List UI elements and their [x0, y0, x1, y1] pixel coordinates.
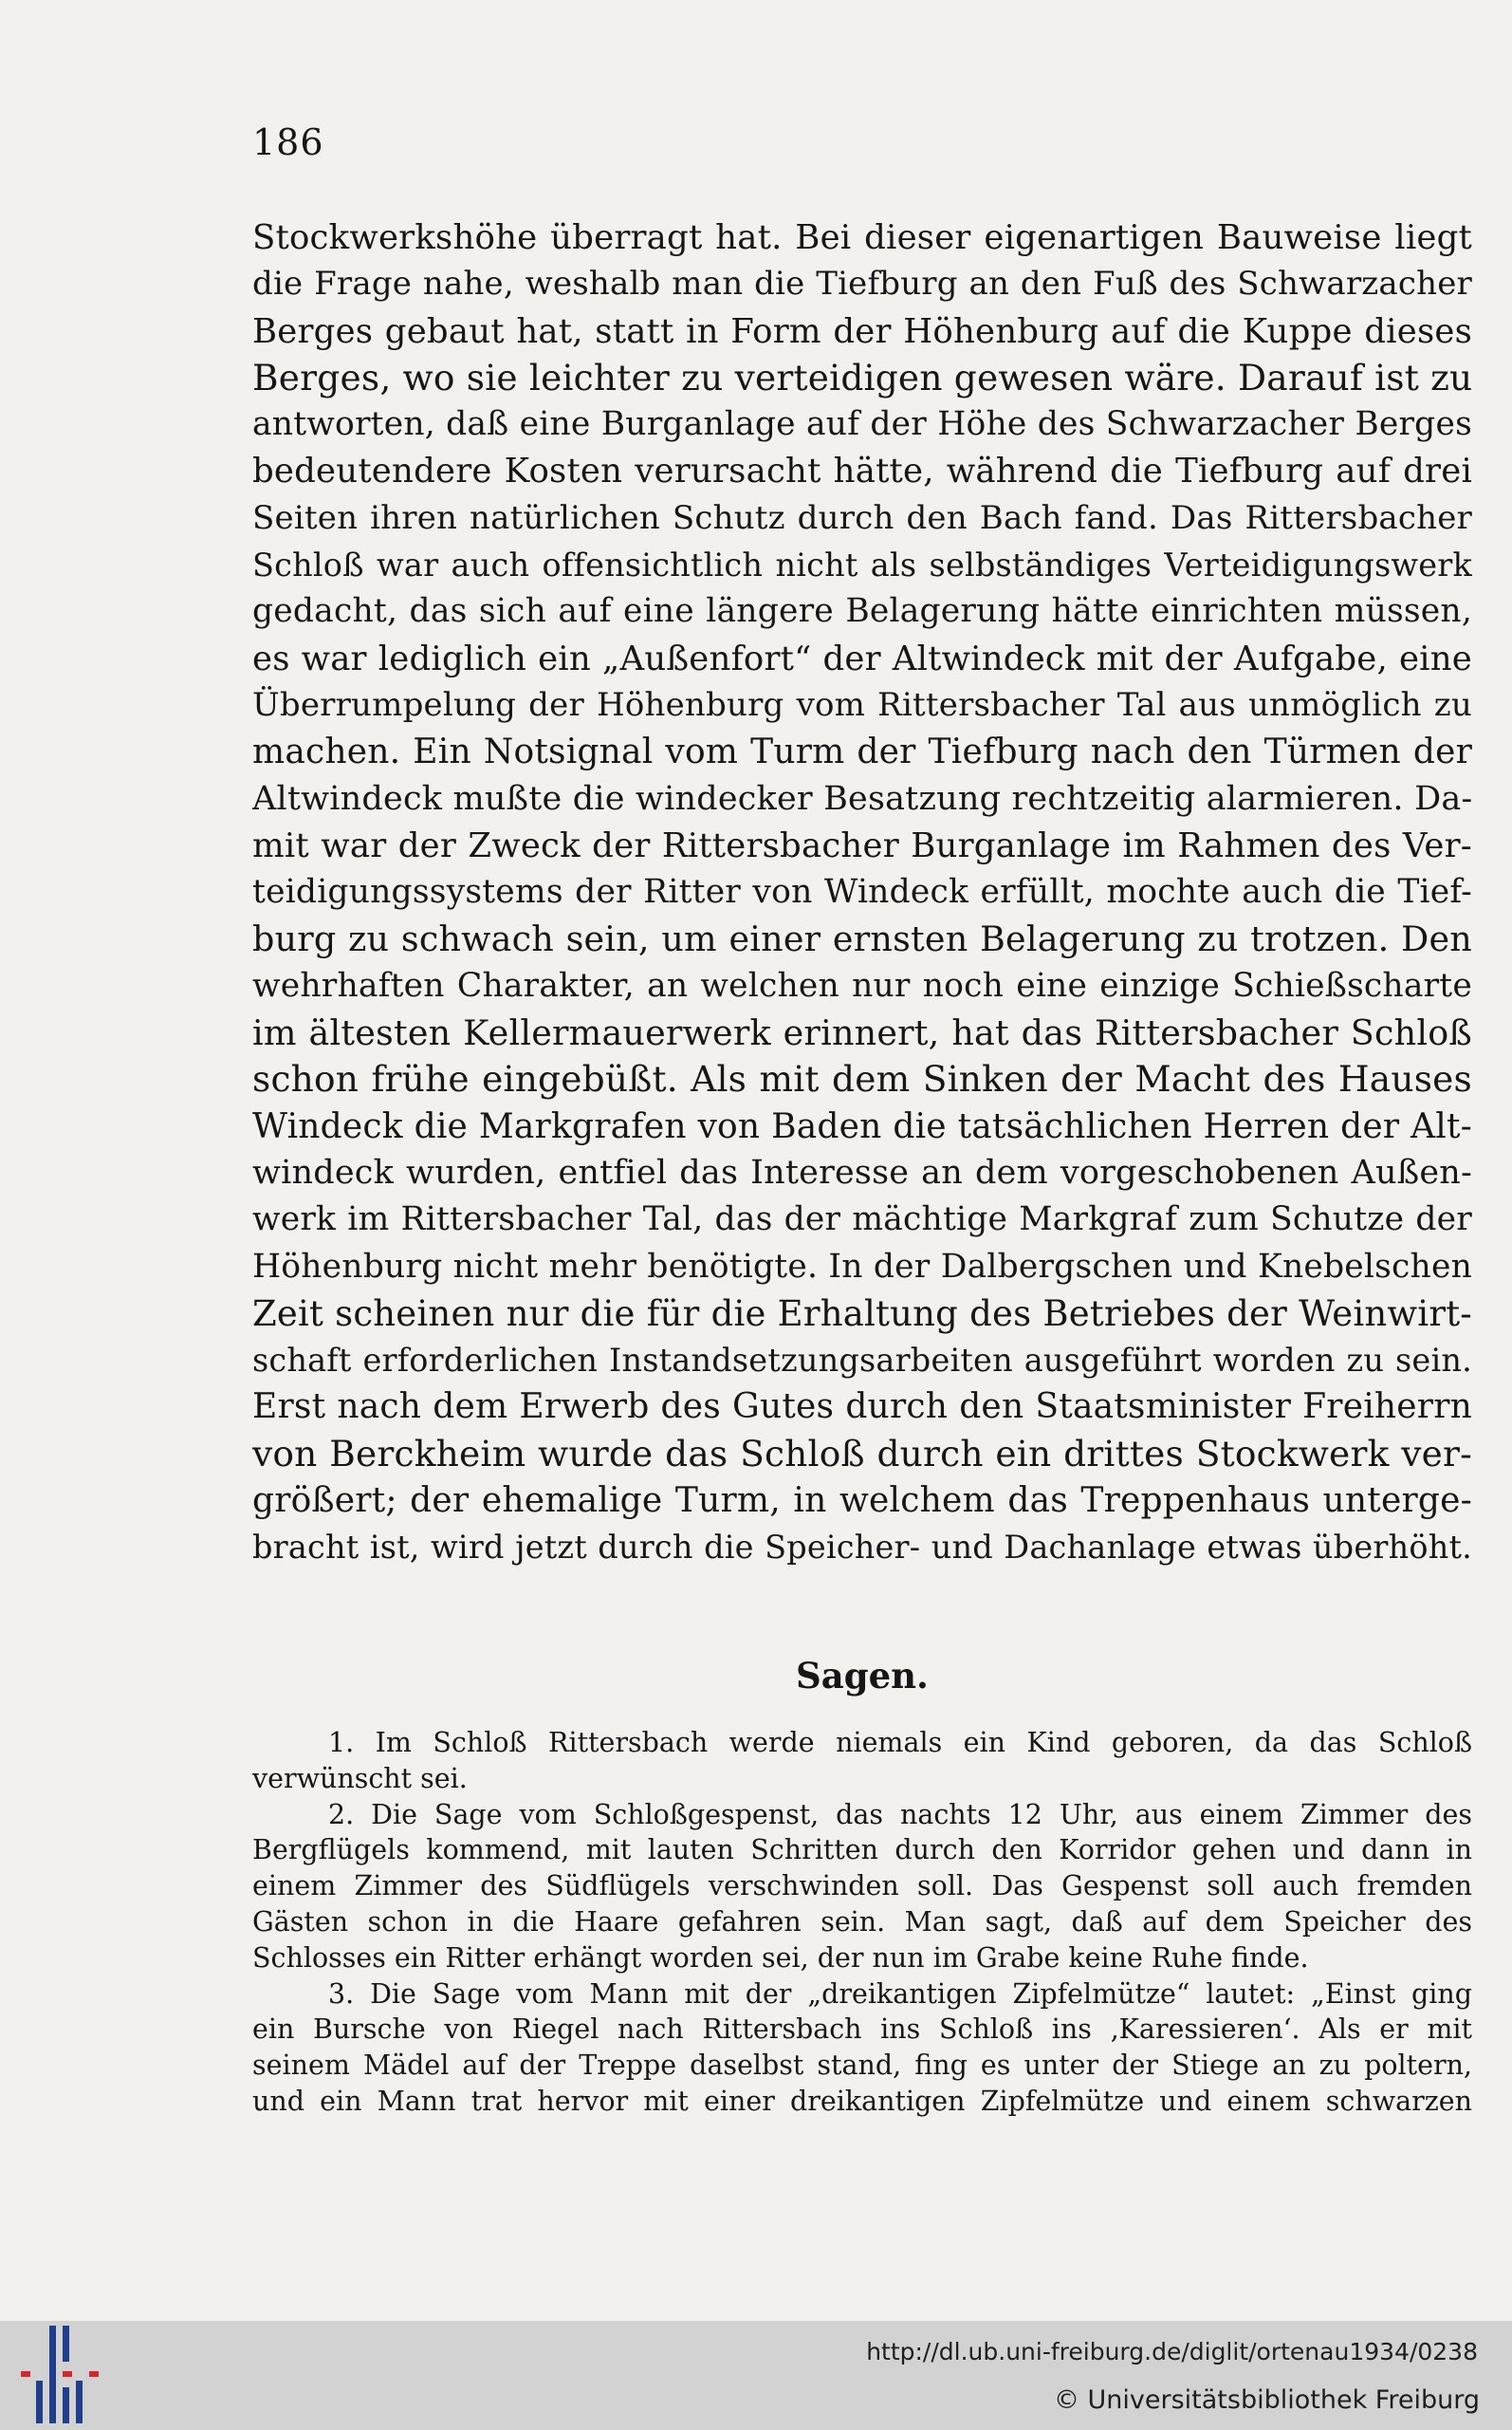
text-line: Erst nach dem Erwerb des Gutes durch den Staatsminister Freiherrn — [252, 1387, 1472, 1427]
text-line: antworten, daß eine Burganlage auf der Höhe des Schwarzacher Berges — [252, 405, 1472, 444]
text-line: bedeutendere Kosten verursacht hätte, während die Tiefburg auf drei — [252, 452, 1472, 492]
text-line: es war lediglich ein „Außenfort“ der Altwindeck mit der Aufgabe, eine — [252, 639, 1472, 678]
text-line: mit war der Zweck der Rittersbacher Burganlage im Rahmen des Ver- — [252, 825, 1472, 865]
text-line: wehrhaften Charakter, an welchen nur noch eine einzige Schießscharte — [252, 966, 1472, 1005]
text-line: schon frühe eingebüßt. Als mit dem Sinken der Macht des Hauses — [252, 1058, 1472, 1101]
legend-line: 1. Im Schloß Rittersbach werde niemals ein Kind geboren, da das Schloß — [328, 1727, 1472, 1758]
text-line: windeck wurden, entfiel das Interesse an dem vorgeschobenen Außen- — [252, 1153, 1472, 1192]
legend-line: 3. Die Sage vom Mann mit der „dreikantigen Zipfelmütze“ lautet: „Einst ging — [328, 1977, 1472, 2010]
source-url-link[interactable]: http://dl.ub.uni-freiburg.de/diglit/ortenau1934/0238 — [866, 2338, 1478, 2365]
text-line: burg zu schwach sein, um einer ernsten Belagerung zu trotzen. Den — [252, 918, 1472, 960]
text-line: Zeit scheinen nur die für die Erhaltung des Betriebes der Weinwirt- — [252, 1292, 1472, 1334]
text-line: werk im Rittersbacher Tal, das der mächtige Markgraf zum Schutze der — [252, 1200, 1472, 1239]
section-heading: Sagen. — [796, 1655, 929, 1697]
text-line: schaft erforderlichen Instandsetzungsarbeiten ausgeführt worden zu sein. — [252, 1342, 1472, 1380]
text-line: bracht ist, wird jetzt durch die Speicher- und Dachanlage etwas überhöht. — [252, 1529, 1472, 1567]
text-line: Schloß war auch offensichtlich nicht als selbständiges Verteidigungswerk — [252, 547, 1472, 584]
text-line: Seiten ihren natürlichen Schutz durch den Bach fand. Das Rittersbacher — [252, 498, 1472, 537]
text-line: teidigungssystems der Ritter von Windeck erfüllt, mochte auch die Tief- — [252, 873, 1472, 912]
text-line: Windeck die Markgrafen von Baden die tatsächlichen Herren der Alt- — [252, 1106, 1472, 1146]
legend-line: einem Zimmer des Südflügels verschwinden soll. Das Gespenst soll auch fremden — [252, 1870, 1472, 1902]
legend-line: verwünscht sei. — [252, 1762, 468, 1794]
main-text-block — [252, 214, 1472, 1571]
legend-line: 2. Die Sage vom Schloßgespenst, das nachts 12 Uhr, aus einem Zimmer des — [328, 1798, 1472, 1830]
text-line: Stockwerkshöhe überragt hat. Bei dieser eigenartigen Bauweise liegt — [252, 218, 1472, 257]
legend-line: seinem Mädel auf der Treppe daselbst stand, fing es unter der Stiege an zu poltern, — [252, 2050, 1472, 2082]
text-line: Altwindeck mußte die windecker Besatzung rechtzeitig alarmieren. Da- — [252, 779, 1472, 818]
footer-bar — [0, 2321, 1512, 2430]
legend-line: ein Bursche von Riegel nach Rittersbach ins Schloß ins ‚Karessieren‘. Als er mit — [252, 2013, 1472, 2046]
legend-line: Gästen schon in die Haare gefahren sein. Man sagt, daß auf dem Speicher des — [252, 1905, 1472, 1938]
text-line: Berges gebaut hat, statt in Form der Höhenburg auf die Kuppe dieses — [252, 311, 1472, 351]
text-line: im ältesten Kellermauerwerk erinnert, hat das Rittersbacher Schloß — [252, 1012, 1472, 1054]
copyright-notice: © Universitätsbibliothek Freiburg — [1053, 2385, 1480, 2415]
text-line: von Berckheim wurde das Schloß durch ein drittes Stockwerk ver- — [252, 1432, 1472, 1475]
text-line: größert; der ehemalige Turm, in welchem das Treppenhaus unterge- — [252, 1481, 1472, 1521]
legend-line: und ein Mann trat hervor mit einer dreikantigen Zipfelmütze und einem schwarzen — [252, 2085, 1472, 2117]
text-line: machen. Ein Notsignal vom Turm der Tiefburg nach den Türmen der — [252, 733, 1472, 772]
page-number: 186 — [252, 121, 324, 163]
text-line: Überrumpelung der Höhenburg vom Rittersbacher Tal aus unmöglich zu — [252, 685, 1472, 724]
text-line: die Frage nahe, weshalb man die Tiefburg an den Fuß des Schwarzacher — [252, 265, 1472, 304]
legend-line: Bergflügels kommend, mit lauten Schritten durch den Korridor gehen und dann in — [252, 1834, 1472, 1866]
text-line: Höhenburg nicht mehr benötigte. In der Dalbergschen und Knebelschen — [252, 1247, 1472, 1286]
legend-line: Schlosses ein Ritter erhängt worden sei, der nun im Grabe keine Ruhe finde. — [252, 1941, 1309, 1974]
text-line: gedacht, das sich auf eine längere Belagerung hätte einrichten müssen, — [252, 592, 1472, 631]
legends-block — [252, 1725, 1472, 2120]
text-line: Berges, wo sie leichter zu verteidigen gewesen wäre. Darauf ist zu — [252, 356, 1472, 399]
library-logo-icon — [21, 2322, 99, 2427]
